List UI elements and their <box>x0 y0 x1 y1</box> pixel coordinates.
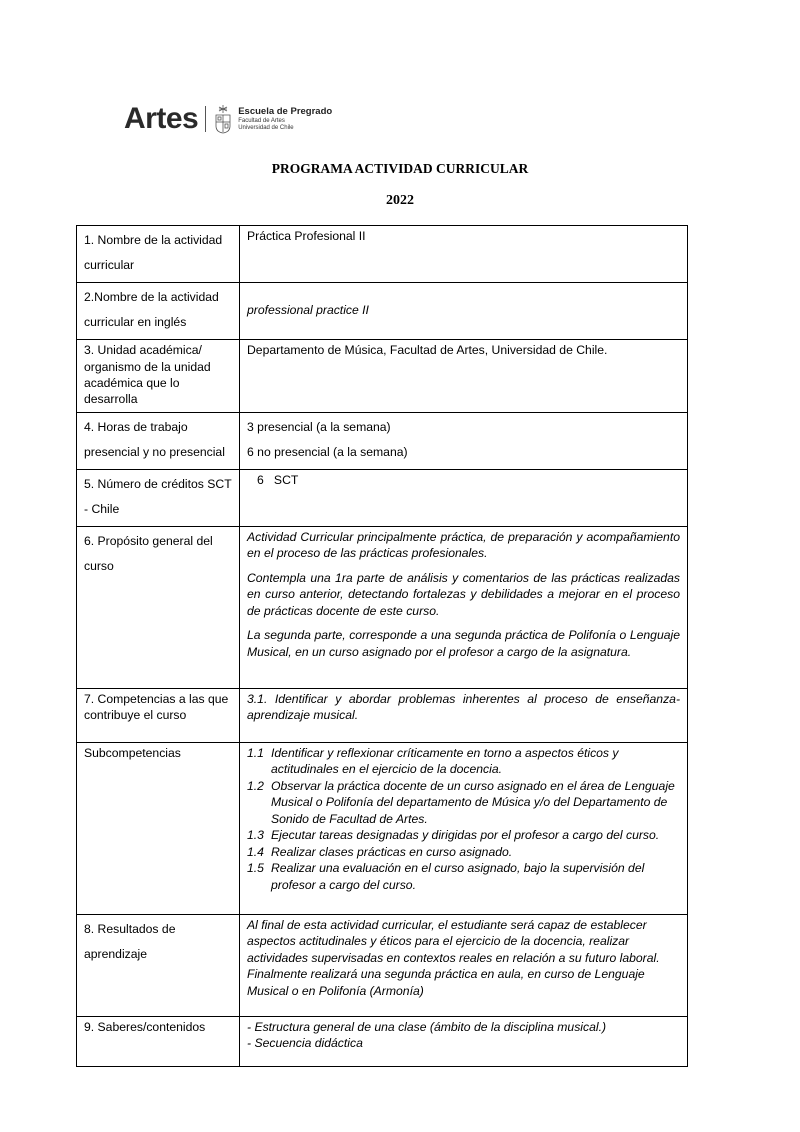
artes-logo <box>124 98 332 140</box>
english-name: professional practice II <box>247 303 369 318</box>
list-item: 1.2 Observar la práctica docente de un curso asignado en el área de Lenguaje Musical o Polifonía del departamento de Música y/o del Departamento de Sonido de Facultad de Artes. <box>247 778 675 826</box>
credits-value: 6 SCT <box>257 472 299 487</box>
row-label: 5. Número de créditos SCT - Chile <box>77 469 240 526</box>
row-label: 6. Propósito general del curso <box>77 527 240 689</box>
content-item: - Secuencia didáctica <box>247 1036 363 1051</box>
university-name: Universidad de Chile <box>238 124 294 131</box>
row-value <box>240 412 688 469</box>
document-title: PROGRAMA ACTIVIDAD CURRICULAR <box>271 161 529 176</box>
purpose-paragraph: Actividad Curricular principalmente práctica, de preparación y acompañamiento en el proceso de las prácticas profesionales. <box>247 530 680 561</box>
table-row <box>77 340 688 413</box>
row-value: 3.1. Identificar y abordar problemas inherentes al proceso de enseñanza-aprendizaje musical. <box>240 689 688 743</box>
list-item: 1.5 Realizar una evaluación en el curso asignado, bajo la supervisión del profesor a cargo del curso. <box>247 861 645 892</box>
purpose-paragraph: La segunda parte, corresponde a una segunda práctica de Polifonía o Lenguaje Musical, en un curso asignado por el profesor a cargo de la asignatura. <box>247 628 680 659</box>
row-label: 3. Unidad académica/ organismo de la unidad académica que lo desarrolla <box>77 340 240 413</box>
row-label: 9. Saberes/contenidos <box>77 1017 240 1067</box>
table-row <box>77 743 688 915</box>
list-item: 1.4 Realizar clases prácticas en curso asignado. <box>247 844 513 859</box>
document-year: 2022 <box>386 193 414 208</box>
table-row <box>77 527 688 689</box>
row-value <box>240 283 688 340</box>
row-value <box>240 743 688 915</box>
table-row <box>77 1017 688 1067</box>
row-label: 1. Nombre de la actividad curricular <box>77 226 240 283</box>
row-label: 7. Competencias a las que contribuye el curso <box>77 689 240 743</box>
university-seal-icon <box>213 104 233 134</box>
row-value <box>240 469 688 526</box>
subcompetencies-list <box>247 745 680 893</box>
content-item: - Estructura general de una clase (ámbito de la disciplina musical.) <box>247 1020 607 1034</box>
row-value: Práctica Profesional II <box>240 226 688 283</box>
logo-divider <box>205 106 206 132</box>
row-label: Subcompetencias <box>77 743 240 915</box>
school-name: Escuela de Pregrado <box>238 106 333 118</box>
table-row <box>77 226 688 283</box>
row-label: 8. Resultados de aprendizaje <box>77 915 240 1017</box>
row-value <box>240 527 688 689</box>
hours-presencial: 3 presencial (a la semana) <box>247 419 391 434</box>
table-row <box>77 283 688 340</box>
list-item: 1.3 Ejecutar tareas designadas y dirigidas por el profesor a cargo del curso. <box>247 828 660 843</box>
purpose-paragraph: Contempla una 1ra parte de análisis y comentarios de las prácticas realizadas en curso anterior, detectando fortalezas y debilidades a mejorar en el proceso de prácticas docente de este curso. <box>247 570 680 618</box>
hours-no-presencial: 6 no presencial (a la semana) <box>247 444 408 459</box>
faculty-name: Facultad de Artes <box>238 117 285 124</box>
table-row <box>77 689 688 743</box>
program-table <box>76 225 688 1067</box>
logo-word: Artes <box>124 102 199 135</box>
row-value: Al final de esta actividad curricular, el estudiante será capaz de establecer aspectos actitudinales y éticos para el ejercicio de la docencia, realizar actividades supervisadas en contextos reales en relación a su futuro laboral. Finalmente realizará una segunda práctica en aula, en curso de Lenguaje Musical o en Polifonía (Armonía) <box>240 915 688 1017</box>
row-label: 2.Nombre de la actividad curricular en inglés <box>77 283 240 340</box>
row-value <box>240 1017 688 1067</box>
row-value: Departamento de Música, Facultad de Artes, Universidad de Chile. <box>240 340 688 413</box>
row-label: 4. Horas de trabajo presencial y no presencial <box>77 412 240 469</box>
list-item: 1.1 Identificar y reflexionar críticamente en torno a aspectos éticos y actitudinales en el ejercicio de la docencia. <box>247 746 619 777</box>
table-row <box>77 412 688 469</box>
table-row <box>77 915 688 1017</box>
table-row <box>77 469 688 526</box>
